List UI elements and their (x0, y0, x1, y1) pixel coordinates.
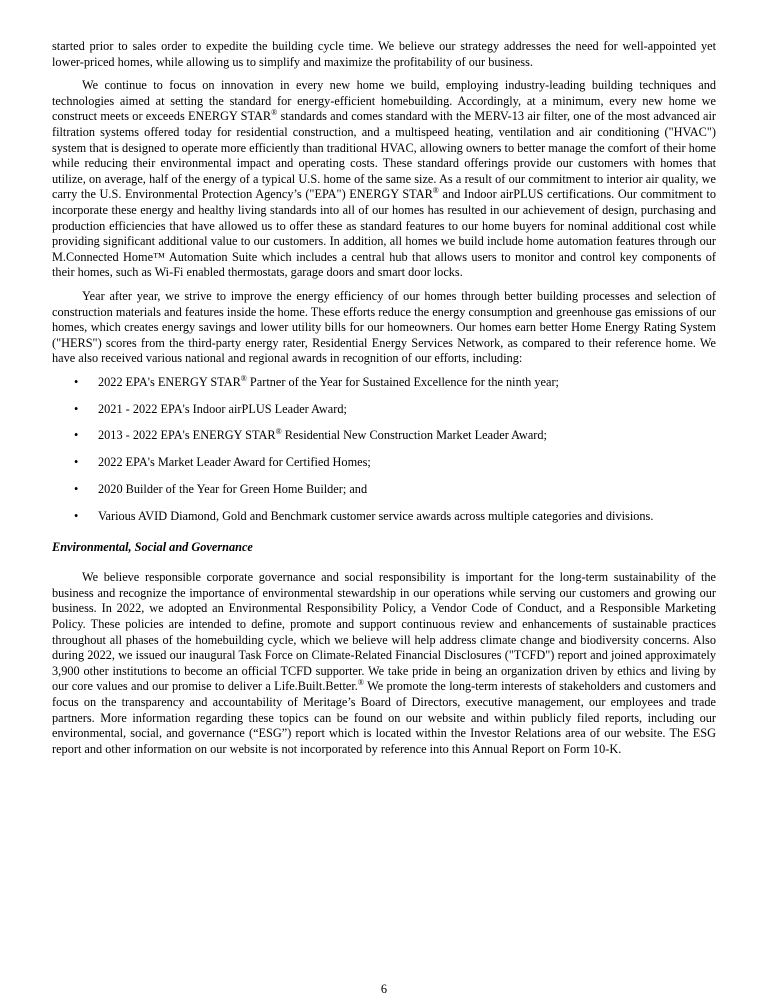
page-number: 6 (380, 982, 388, 996)
award-text: Partner of the Year for Sustained Excellence for the ninth year; (246, 374, 559, 389)
text-segment: We promote the long-term interests of stakeholders and customers and focus on the transparency and accountability of Meritage’s Board of Directors, executive management, our employees and trade partners. More information regarding these topics can be found on our website and within publicly filed reports, including our environmental, social, and governance (“ESG”) report which is located within the Investor Relations area of our website. The ESG report and other information on our website is not incorporated by reference into this Annual Report on Form 10-K. (52, 679, 717, 756)
list-item (52, 509, 716, 536)
registered-mark: ® (275, 427, 282, 437)
bullet-icon: • (74, 428, 79, 443)
bullet-icon: • (74, 482, 79, 497)
award-text: 2013 - 2022 EPA's ENERGY STAR (98, 428, 276, 443)
registered-mark: ® (357, 678, 364, 688)
registered-mark: ® (240, 373, 247, 383)
paragraph-energy-efficiency: Year after year, we strive to improve the energy efficiency of our homes through better building processes and selection of construction materials and features inside the home. These efforts reduce the energy consumption and greenhouse gas emissions of our homes, which creates energy savings and lower utility bills for our homeowners. Our homes earn better Home Energy Rating System ("HERS") scores from the third-party energy rater, Residential Energy Services Network, as compared to their reference home. We have also received various national and regional awards in recognition of our efforts, including: (52, 288, 716, 366)
bullet-icon: • (74, 508, 79, 523)
award-text: 2022 EPA's Market Leader Award for Certified Homes; (98, 455, 371, 470)
section-heading-esg: Environmental, Social and Governance (52, 539, 253, 554)
text-segment: and Indoor airPLUS certifications. Our commitment to incorporate these energy and healthy living standards into all of our homes has resulted in our achievement of design, purchasing and production efficiencies that have allowed us to offer these as standard features to our home buyers for nominal additional cost while providing significant additional value to our customers. In addition, all homes we build include home automation features through our M.Connected Home™ Automation Suite which includes a central hub that allows users to monitor and control key components of their homes, such as Wi-Fi enabled thermostats, garage doors and smart door locks. (52, 187, 716, 280)
text-segment: standards and comes standard with the MERV-13 air filter, one of the most advanced air filtration systems offered today for residential construction, and a multispeed heating, ventilation and air conditioning ("HVAC") system that is designed to operate more efficiently than traditional HVAC, allowing owners to better manage the comfort of their home while reducing their environmental impact and operating costs. These standard offerings provide our customers with homes that utilize, on average, half of the energy of a typical U.S. home of the same size. As a result of our commitment to interior air quality, we carry the U.S. Environmental Protection Agency’s ("EPA") ENERGY STAR (52, 109, 716, 202)
registered-mark: ® (432, 186, 439, 196)
award-text: 2021 - 2022 EPA's Indoor airPLUS Leader Award; (98, 401, 347, 416)
award-text: Residential New Construction Market Leader Award; (281, 428, 547, 443)
paragraph-esg (52, 570, 716, 757)
list-item (52, 375, 716, 402)
bullet-icon: • (74, 374, 79, 389)
bullet-icon: • (74, 455, 79, 470)
section-heading-wrapper (52, 540, 716, 556)
text-segment: We believe responsible corporate governance and social responsibility is important for the long-term sustainability of the business and recognize the importance of environmental stewardship in our operations while serving our customers and growing our business. In 2022, we adopted an Environmental Responsibility Policy, a Vendor Code of Conduct, and a Responsible Marketing Policy. These policies are intended to define, promote and support continuous review and enhancements of sustainable practices throughout all phases of the homebuilding cycle, which we believe will help address climate change and biodiversity concerns. Also during 2022, we issued our inaugural Task Force on Climate-Related Financial Disclosures ("TCFD") report and joined approximately 3,900 other institutions to become an official TCFD supporter. We take pride in being an organization driven by ethics and living by our core values and our promise to deliver a Life.Built.Better. (52, 570, 716, 694)
award-text: 2022 EPA's ENERGY STAR (98, 374, 241, 389)
awards-list (52, 375, 716, 536)
list-item (52, 455, 716, 482)
list-item (52, 402, 716, 429)
bullet-icon: • (74, 401, 79, 416)
list-item (52, 428, 716, 455)
award-text: Various AVID Diamond, Gold and Benchmark customer service awards across multiple categories and divisions. (98, 508, 654, 523)
registered-mark: ® (271, 108, 278, 118)
paragraph-energy-innovation (52, 78, 716, 281)
text-segment: We continue to focus on innovation in every new home we build, employing industry-leading building techniques and technologies aimed at setting the standard for energy-efficient homebuilding. Accordingly, at a minimum, every new home we construct meets or exceeds ENERGY STAR (52, 78, 716, 124)
paragraph-intro-continuation: started prior to sales order to expedite the building cycle time. We believe our strategy addresses the need for well-appointed yet lower-priced homes, while allowing us to simplify and maximize the profitability of our business. (52, 39, 716, 69)
document-page (52, 39, 716, 757)
list-item (52, 482, 716, 509)
award-text: 2020 Builder of the Year for Green Home Builder; and (98, 482, 368, 497)
